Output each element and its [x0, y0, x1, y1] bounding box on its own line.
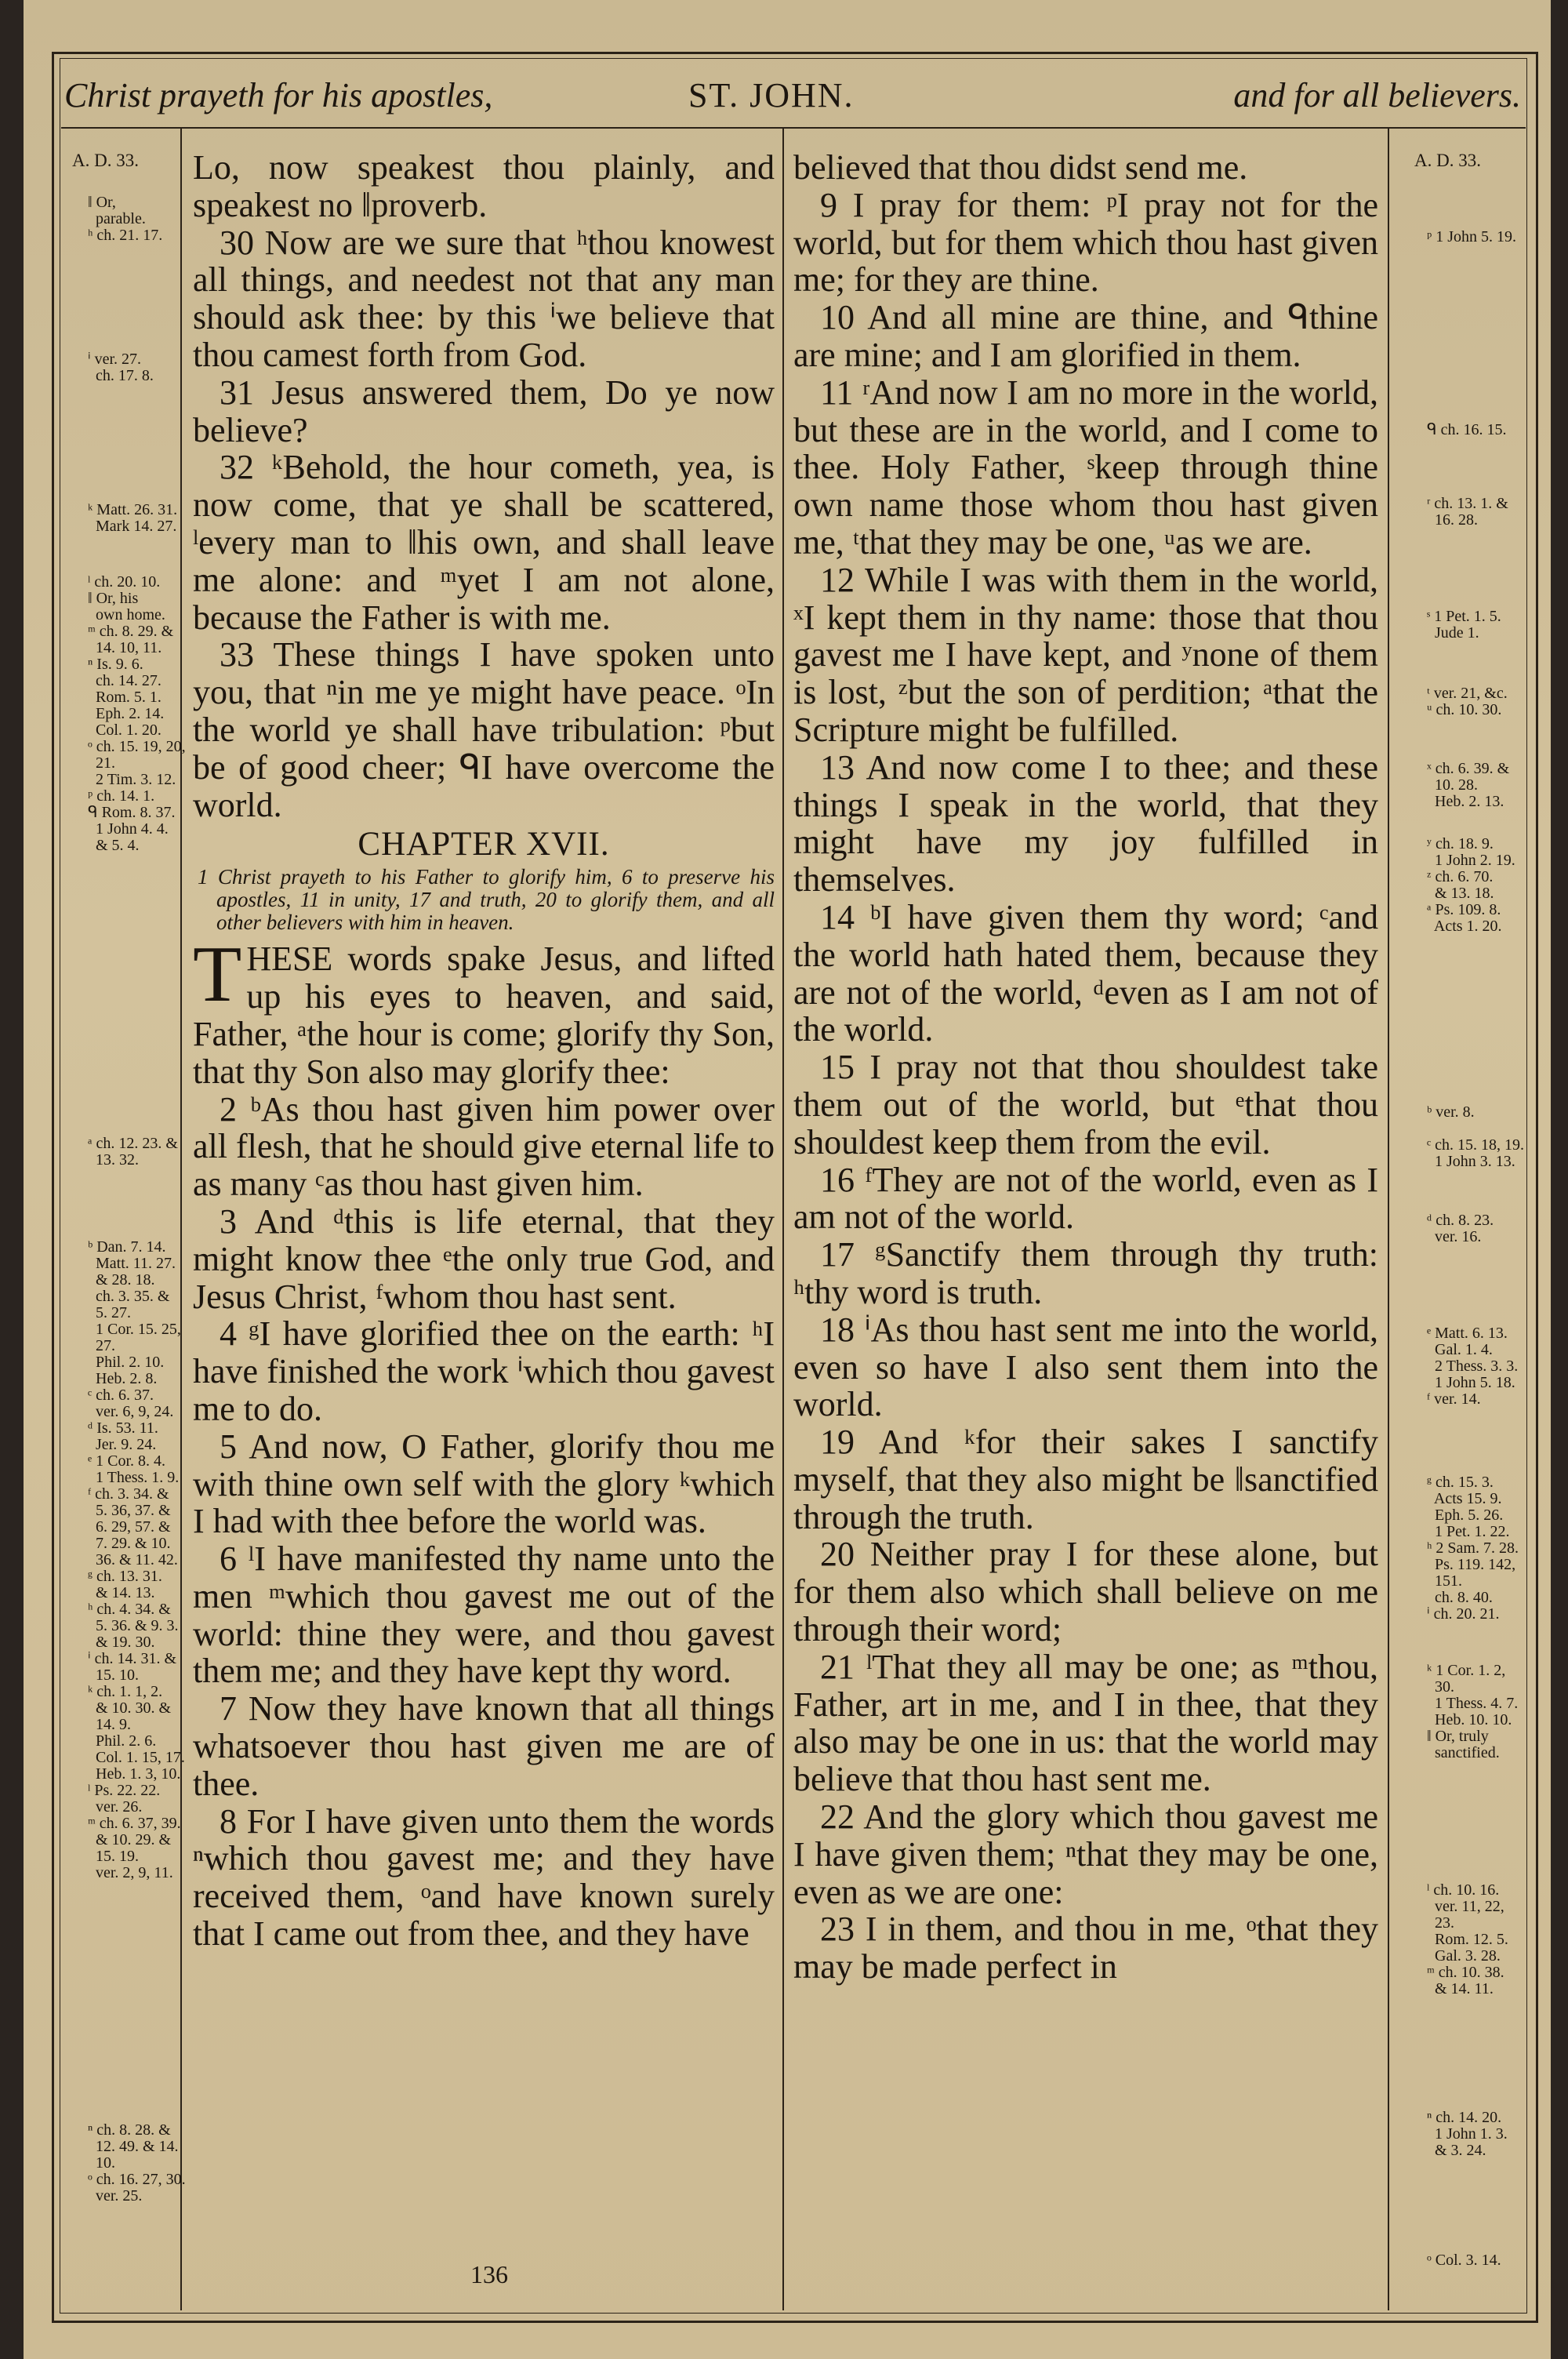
year-right: A. D. 33. — [1414, 151, 1481, 170]
margin-ref: ᵇ Dan. 7. 14. Matt. 11. 27. & 28. 18. ch. 3. 35. & 5. 27. 1 Cor. 15. 25, 27. Phil. 2. 10. Heb. 2. 8. ᶜ ch. 6. 37. ver. 6, 9, 24. ᵈ Is. 53. 11. Jer. 9. 24. ᵉ 1 Cor. 8. 4. 1 Thess. 1. 9. ᶠ ch. 3. 34. & 5. 36, 37. & 6. 29, 57. & 7. 29. & 10. 36. & 11. 42. ᵍ ch. 13. 31. & 14. 13. ʰ ch. 4. 34. & 5. 36. & 9. 3. & 19. 30. ⁱ ch. 14. 31. & 15. 10. ᵏ ch. 1. 1, 2. & 10. 30. & 14. 9. Phil. 2. 6. Col. 1. 15, 17. Heb. 1. 3, 10. ˡ Ps. 22. 22. ver. 26. ᵐ ch. 6. 37, 39. & 10. 29. & 15. 19. ver. 2, 9, 11. — [88, 1238, 185, 1881]
page-number: 136 — [470, 2260, 508, 2288]
verse: 17 ᵍSanctify them through thy truth: ʰthy word is truth. — [793, 1235, 1378, 1311]
running-head-right: and for all believers. — [1233, 76, 1521, 114]
verse: 16 ᶠThey are not of the world, even as I am not of the world. — [793, 1160, 1378, 1237]
column-divider — [782, 129, 784, 2310]
verse: 32 ᵏBehold, the hour cometh, yea, is now come, that ye shall be scattered, ˡevery man to ‖his own, and shall leave me alone: and ᵐyet I am not alone, because the Father is with me. — [193, 448, 775, 637]
margin-ref: ᵒ Col. 3. 14. — [1427, 2252, 1501, 2269]
running-head-left: Christ prayeth for his apostles, — [64, 76, 493, 114]
bible-page — [24, 0, 1551, 2359]
verse: 23 I in them, and thou in me, ᵒthat they may be made perfect in — [793, 1910, 1378, 1986]
margin-ref: ᵇ ver. 8. — [1427, 1103, 1475, 1121]
text-column-left — [193, 149, 775, 1953]
verse: 19 And ᵏfor their sakes I sanctify myself, that they also might be ‖sanctified through the truth. — [793, 1423, 1378, 1536]
verse: 31 Jesus answered them, Do ye now believe? — [193, 373, 775, 449]
verse: 20 Neither pray I for these alone, but for them also which shall believe on me through their word; — [793, 1535, 1378, 1649]
margin-ref: ⁱ ver. 27. ch. 17. 8. — [88, 351, 154, 384]
margin-ref: ᵍ ch. 15. 3. Acts 15. 9. Eph. 5. 26. 1 Pet. 1. 22. ʰ 2 Sam. 7. 28. Ps. 119. 142, 151. ch. 8. 40. ⁱ ch. 20. 21. — [1427, 1474, 1519, 1623]
verse: 10 And all mine are thine, and ᑫthine are mine; and I am glorified in them. — [793, 298, 1378, 374]
margin-ref: ᵗ ver. 21, &c. ᵘ ch. 10. 30. — [1427, 685, 1508, 718]
margin-ref: ˢ 1 Pet. 1. 5. Jude 1. — [1427, 608, 1501, 642]
margin-ref: ⁿ ch. 8. 28. & 12. 49. & 14. 10. ᵒ ch. 16. 27, 30. ver. 25. — [88, 2121, 186, 2205]
margin-ref: ᑫ ch. 16. 15. — [1427, 421, 1507, 438]
margin-ref: ˣ ch. 6. 39. & 10. 28. Heb. 2. 13. — [1427, 760, 1510, 810]
verse: 2 ᵇAs thou hast given him power over all flesh, that he should give eternal life to as many ᶜas thou hast given him. — [193, 1089, 775, 1204]
verse: 12 While I was with them in the world, ˣI kept them in thy name: those that thou gavest me I have kept, and ʸnone of them is lost, ᶻbut the son of perdition; ᵃthat the Scripture might be fulfilled. — [793, 560, 1378, 749]
verse: believed that thou didst send me. — [793, 148, 1248, 187]
chapter-summary: 1 Christ prayeth to his Father to glorify him, 6 to preserve his apostles, 11 in unity, 17 and truth, 20 to glorify them, and all other believers with him in heaven. — [198, 865, 775, 935]
margin-ref: ʳ ch. 13. 1. & 16. 28. — [1427, 495, 1508, 529]
verse: 30 Now are we sure that ʰthou knowest all things, and needest not that any man should ask thee: by this ⁱwe believe that thou camest forth from God. — [193, 223, 775, 374]
chapter-heading: CHAPTER XVII. — [358, 826, 610, 863]
margin-ref: ᵏ 1 Cor. 1. 2, 30. 1 Thess. 4. 7. Heb. 10. 10. ‖ Or, truly sanctified. — [1427, 1662, 1519, 1761]
margin-ref: ᵏ Matt. 26. 31. Mark 14. 27. — [88, 501, 178, 535]
verse: 7 Now they have known that all things whatsoever thou hast given me are of thee. — [193, 1689, 775, 1803]
margin-ref: ᵖ 1 John 5. 19. — [1427, 228, 1517, 245]
verse: 9 I pray for them: ᵖI pray not for the world, but for them which thou hast given me; for they are thine. — [793, 185, 1378, 300]
margin-ref: ᶜ ch. 15. 18, 19. 1 John 3. 13. — [1427, 1136, 1524, 1170]
left-margin-rule — [180, 129, 182, 2310]
verse: 4 ᵍI have glorified thee on the earth: ʰI have finished the work ⁱwhich thou gavest me to do. — [193, 1314, 775, 1428]
margin-ref: ⁿ ch. 14. 20. 1 John 1. 3. & 3. 24. — [1427, 2109, 1508, 2159]
verse: 15 I pray not that thou shouldest take them out of the world, but ᵉthat thou shouldest keep them from the evil. — [793, 1048, 1378, 1161]
drop-cap: T — [193, 930, 242, 1020]
verse: 8 For I have given unto them the words ⁿwhich thou gavest me; and they have received them, ᵒand have known surely that I came out from thee, and they have — [193, 1801, 775, 1954]
header-rule — [61, 127, 1526, 129]
verse: 18 ⁱAs thou hast sent me into the world, even so have I also sent them into the world. — [793, 1310, 1378, 1424]
verse: 21 ˡThat they all may be one; as ᵐthou, Father, art in me, and I in thee, that they also may be one in us: that the world may believe that thou hast sent me. — [793, 1647, 1378, 1799]
margin-ref: ˡ ch. 20. 10. ‖ Or, his own home. ᵐ ch. 8. 29. & 14. 10, 11. ⁿ Is. 9. 6. ch. 14. 27. Rom. 5. 1. Eph. 2. 14. Col. 1. 20. ᵒ ch. 15. 19, 20, 21. 2 Tim. 3. 12. ᵖ ch. 14. 1. ᑫ Rom. 8. 37. 1 John 4. 4. & 5. 4. — [88, 573, 186, 854]
verse: 5 And now, O Father, glorify thou me with thine own self with the glory ᵏwhich I had with thee before the world was. — [193, 1427, 775, 1541]
margin-ref: ᵈ ch. 8. 23. ver. 16. — [1427, 1212, 1494, 1245]
margin-ref: ‖ Or, parable. ʰ ch. 21. 17. — [88, 194, 163, 244]
verse: Lo, now speakest thou plainly, and speakest no ‖proverb. — [193, 148, 775, 224]
running-head-book: ST. JOHN. — [688, 76, 855, 114]
margin-ref: ᵃ ch. 12. 23. & 13. 32. — [88, 1135, 178, 1169]
verse: 14 ᵇI have given them thy word; ᶜand the world hath hated them, because they are not of the world, ᵈeven as I am not of the world. — [793, 897, 1378, 1049]
text-column-right — [793, 149, 1378, 1986]
year-left: A. D. 33. — [72, 151, 139, 170]
verse: 6 ˡI have manifested thy name unto the men ᵐwhich thou gavest me out of the world: thine they were, and thou gavest them me; and they have kept thy word. — [193, 1539, 775, 1691]
margin-ref: ᵉ Matt. 6. 13. Gal. 1. 4. 2 Thess. 3. 3. 1 John 5. 18. ᶠ ver. 14. — [1427, 1325, 1519, 1408]
margin-ref: ʸ ch. 18. 9. 1 John 2. 19. ᶻ ch. 6. 70. & 13. 18. ᵃ Ps. 109. 8. Acts 1. 20. — [1427, 835, 1515, 935]
verse: 11 ʳAnd now I am no more in the world, but these are in the world, and I come to thee. Holy Father, ˢkeep through thine own name those whom thou hast given me, ᵗthat they may be one, ᵘas we are. — [793, 373, 1378, 562]
verse: 13 And now come I to thee; and these things I speak in the world, that they might have my joy fulfilled in themselves. — [793, 747, 1378, 900]
right-margin-rule — [1388, 129, 1389, 2310]
verse: 22 And the glory which thou gavest me I have given them; ⁿthat they may be one, even as we are one: — [793, 1797, 1378, 1911]
verse: 33 These things I have spoken unto you, that ⁿin me ye might have peace. ᵒIn the world ye shall have tribulation: ᵖbut be of good cheer; ᑫI have overcome the world. — [193, 635, 775, 824]
verse: 3 And ᵈthis is life eternal, that they might know thee ᵉthe only true God, and Jesus Christ, ᶠwhom thou hast sent. — [193, 1201, 775, 1316]
verse: HESE words spake Jesus, and lifted up his eyes to heaven, and said, Father, ᵃthe hour is come; glorify thy Son, that thy Son also may glorify thee: — [193, 940, 775, 1091]
margin-ref: ˡ ch. 10. 16. ver. 11, 22, 23. Rom. 12. 5. Gal. 3. 28. ᵐ ch. 10. 38. & 14. 11. — [1427, 1881, 1508, 1997]
